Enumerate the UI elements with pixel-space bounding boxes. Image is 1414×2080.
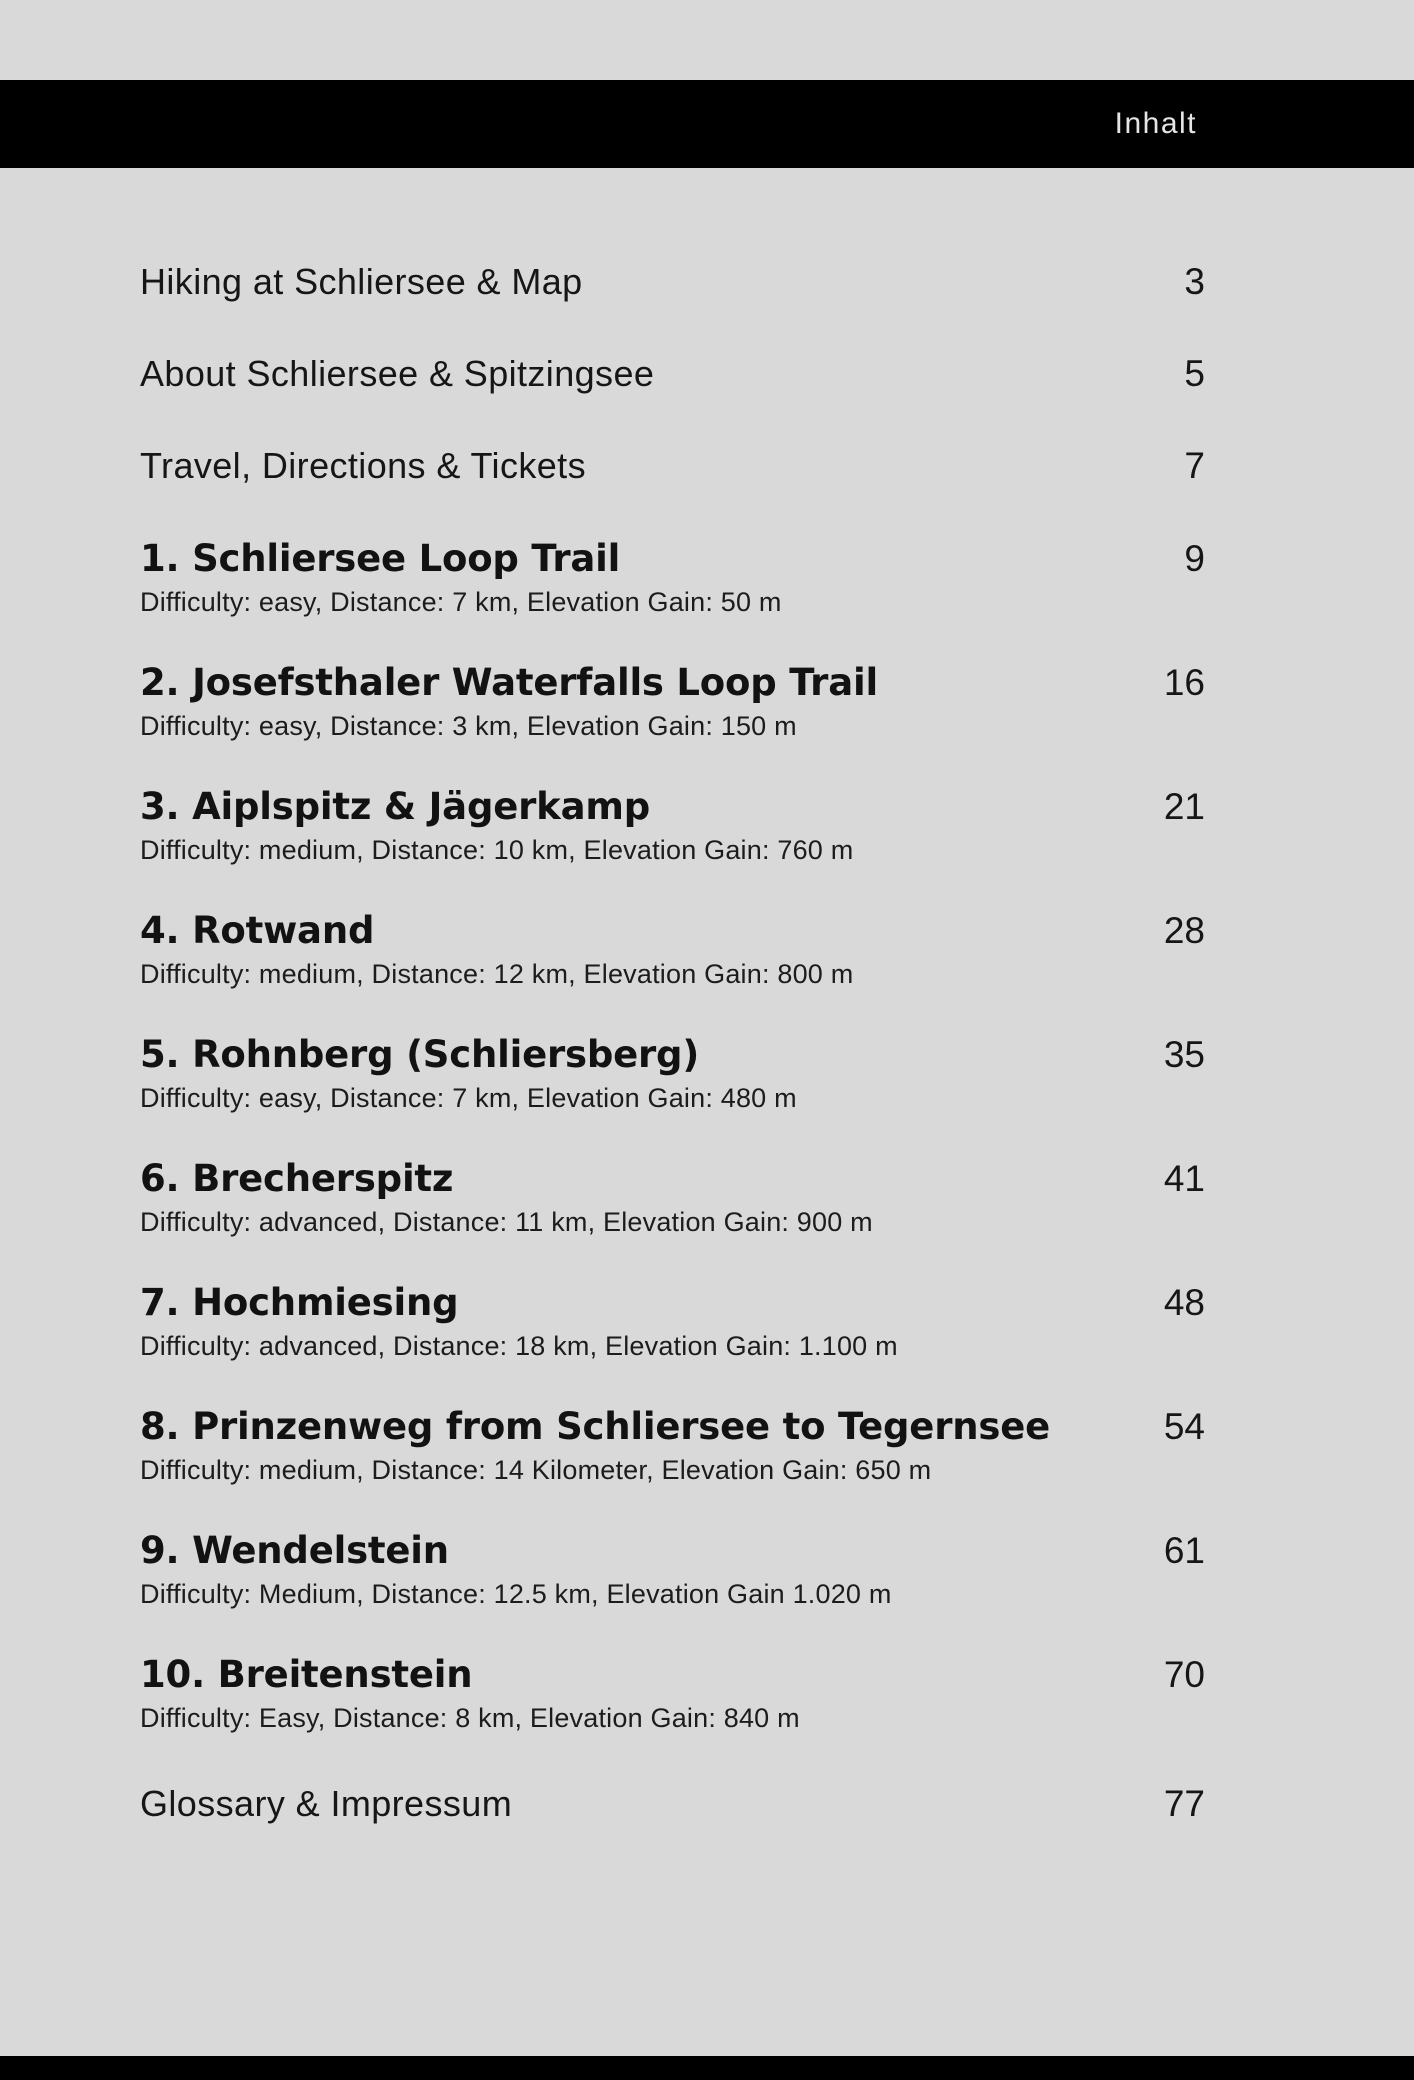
trail-entry-page-number: 28 (1163, 910, 1205, 951)
trail-entry-title: 5. Rohnberg (Schliersberg) (140, 1033, 700, 1076)
trail-entry-details: Difficulty: medium, Distance: 12 km, Elevation Gain: 800 m (140, 959, 854, 989)
trail-entry[interactable] (140, 1030, 1205, 1116)
trail-entry-title: 4. Rotwand (140, 909, 375, 952)
trail-entry[interactable] (140, 1402, 1205, 1488)
trail-entry-title: 2. Josefsthaler Waterfalls Loop Trail (140, 661, 878, 704)
trail-entry[interactable] (140, 1278, 1205, 1364)
trail-entry-page-number: 9 (1184, 538, 1205, 579)
trail-entry-page-number: 21 (1163, 786, 1205, 827)
trail-entry-details: Difficulty: Medium, Distance: 12.5 km, Elevation Gain 1.020 m (140, 1579, 892, 1609)
trail-entry[interactable] (140, 1154, 1205, 1240)
trail-entry[interactable] (140, 906, 1205, 992)
trail-entry[interactable] (140, 782, 1205, 868)
trail-entry-title: 6. Brecherspitz (140, 1157, 454, 1200)
toc-page (0, 80, 1414, 1828)
trail-entry-page-number: 48 (1163, 1282, 1205, 1323)
trail-entry-page-number: 41 (1163, 1158, 1205, 1199)
toc-trail-section (140, 534, 1205, 1736)
trail-entry-page-number: 16 (1163, 662, 1205, 703)
footer-bar (0, 2056, 1414, 2080)
toc-glossary-section (140, 1780, 1205, 1828)
toc-entry-page-number: 5 (1184, 353, 1205, 394)
toc-entry[interactable] (140, 442, 1205, 490)
toc-entry[interactable] (140, 258, 1205, 306)
trail-entry-page-number: 61 (1163, 1530, 1205, 1571)
trail-entry-details: Difficulty: medium, Distance: 14 Kilometer, Elevation Gain: 650 m (140, 1455, 932, 1485)
toc-entry-page-number: 7 (1184, 445, 1205, 486)
toc-entry[interactable] (140, 350, 1205, 398)
trail-entry-details: Difficulty: easy, Distance: 7 km, Elevation Gain: 480 m (140, 1083, 797, 1113)
trail-entry-details: Difficulty: easy, Distance: 7 km, Elevation Gain: 50 m (140, 587, 782, 617)
trail-entry-page-number: 54 (1163, 1406, 1205, 1447)
toc-entry-label: Hiking at Schliersee & Map (140, 261, 583, 302)
trail-entry-page-number: 70 (1163, 1654, 1205, 1695)
trail-entry[interactable] (140, 658, 1205, 744)
trail-entry-details: Difficulty: advanced, Distance: 11 km, Elevation Gain: 900 m (140, 1207, 873, 1237)
trail-entry-title: 10. Breitenstein (140, 1653, 473, 1696)
trail-entry[interactable] (140, 534, 1205, 620)
glossary-entry-label: Glossary & Impressum (140, 1783, 513, 1824)
trail-entry-title: 7. Hochmiesing (140, 1281, 459, 1324)
trail-entry-details: Difficulty: medium, Distance: 10 km, Elevation Gain: 760 m (140, 835, 854, 865)
trail-entry-details: Difficulty: easy, Distance: 3 km, Elevation Gain: 150 m (140, 711, 797, 741)
trail-entry-title: 1. Schliersee Loop Trail (140, 537, 621, 580)
toc-entry-label: About Schliersee & Spitzingsee (140, 353, 655, 394)
trail-entry[interactable] (140, 1526, 1205, 1612)
glossary-entry[interactable] (140, 1780, 1205, 1828)
trail-entry[interactable] (140, 1650, 1205, 1736)
trail-entry-page-number: 35 (1163, 1034, 1205, 1075)
header-page-label: Inhalt (1114, 107, 1197, 140)
trail-entry-title: 3. Aiplspitz & Jägerkamp (140, 785, 650, 828)
toc-simple-section (140, 258, 1205, 490)
header-bar (0, 80, 1414, 168)
trail-entry-details: Difficulty: Easy, Distance: 8 km, Elevation Gain: 840 m (140, 1703, 800, 1733)
glossary-entry-page-number: 77 (1163, 1783, 1205, 1824)
trail-entry-title: 8. Prinzenweg from Schliersee to Tegernsee (140, 1405, 1050, 1448)
trail-entry-details: Difficulty: advanced, Distance: 18 km, Elevation Gain: 1.100 m (140, 1331, 898, 1361)
trail-entry-title: 9. Wendelstein (140, 1529, 449, 1572)
toc-entry-label: Travel, Directions & Tickets (140, 445, 586, 486)
toc-entry-page-number: 3 (1184, 261, 1205, 302)
